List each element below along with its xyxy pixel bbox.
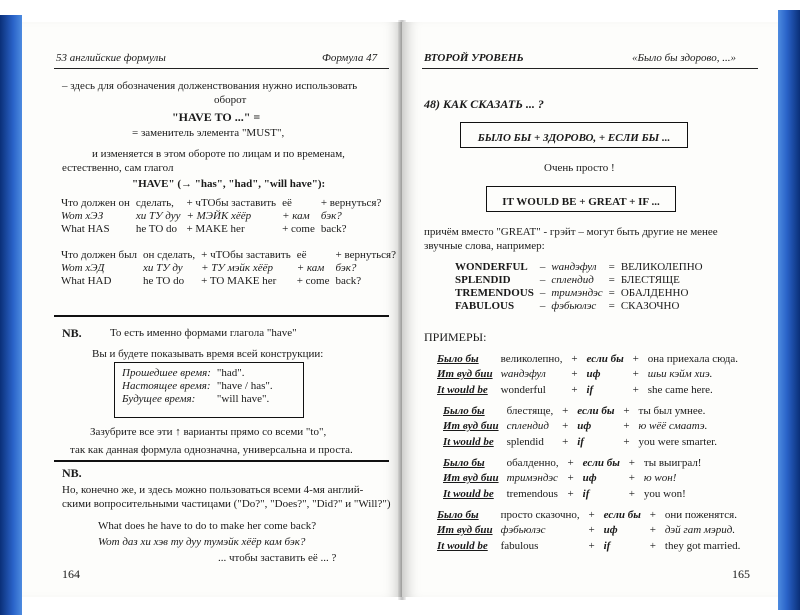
cell: фэбьюлэс bbox=[551, 299, 597, 312]
cell: "will have". bbox=[216, 392, 270, 405]
cell: они поженятся. bbox=[664, 508, 737, 521]
cell: wonderful bbox=[500, 383, 546, 396]
must-substitute: = заменитель элемента "MUST", bbox=[132, 127, 285, 139]
cell: Ит вуд бии bbox=[443, 420, 499, 433]
cell: сплендид bbox=[506, 420, 549, 433]
changes-line-1: и изменяется в этом обороте по лицам и по временам, bbox=[92, 148, 345, 160]
formula-box-english bbox=[486, 186, 676, 212]
table-row bbox=[452, 299, 706, 312]
right-header-level: ВТОРОЙ УРОВЕНЬ bbox=[424, 52, 524, 64]
cell: + bbox=[649, 508, 656, 521]
right-header-rule bbox=[422, 68, 758, 69]
cell: + bbox=[588, 508, 595, 521]
instead-line-1: причём вместо "GREAT" - грэйт – могут быть другие не менее bbox=[424, 226, 718, 238]
table-row bbox=[58, 274, 399, 287]
right-header-title: «Было бы здорово, ...» bbox=[632, 52, 736, 64]
have-to-formula: "HAVE TO ..." = bbox=[172, 110, 261, 124]
examples-label: ПРИМЕРЫ: bbox=[424, 330, 487, 344]
nb-label-2: NB. bbox=[62, 466, 82, 480]
memorize-line-1: Зазубрите все эти ↑ варианты прямо со всеми "to", bbox=[90, 426, 327, 438]
cell: обалденно, bbox=[506, 456, 559, 469]
cell: + bbox=[623, 420, 630, 433]
cell: + bbox=[562, 404, 569, 417]
cell: + ТУ мэйк хёёр bbox=[201, 261, 273, 274]
cell: Прошедшее время: bbox=[122, 366, 211, 379]
cell: Было бы bbox=[437, 508, 479, 521]
table-row bbox=[58, 196, 384, 209]
cell: просто сказочно, bbox=[500, 508, 580, 521]
cell: Wom хЭЗ bbox=[61, 209, 104, 222]
cell: Wom хЭД bbox=[61, 261, 105, 274]
cell: он сделать, bbox=[142, 248, 196, 261]
table-row bbox=[434, 524, 743, 538]
nb1-line-2: Вы и будете показывать время всей конструкции: bbox=[92, 348, 324, 360]
intro-line-2: оборот bbox=[214, 94, 247, 106]
cell: Будущее время: bbox=[122, 392, 196, 405]
cell: + TO MAKE her bbox=[201, 274, 277, 287]
cell: БЛЕСТЯЩЕ bbox=[620, 273, 680, 286]
cell: "have / has". bbox=[216, 379, 273, 392]
cell: "had". bbox=[216, 366, 245, 379]
cell: Было бы bbox=[437, 352, 479, 365]
cell: + чТОбы заставить bbox=[201, 248, 291, 261]
cell: + bbox=[628, 472, 636, 485]
cell: It would be bbox=[443, 435, 494, 448]
cell: + bbox=[571, 352, 578, 365]
cell: = bbox=[608, 260, 615, 273]
changes-line-2: естественно, сам глагол bbox=[62, 162, 174, 174]
cell: ОБАЛДЕННО bbox=[620, 286, 689, 299]
cell: wандэфул bbox=[500, 368, 546, 381]
cell: + bbox=[571, 368, 578, 381]
example-group-3 bbox=[438, 454, 706, 503]
table-row bbox=[434, 383, 741, 397]
cell: если бы bbox=[582, 456, 620, 469]
table-row bbox=[58, 261, 399, 274]
had-example-block bbox=[58, 248, 399, 287]
example-group-4 bbox=[432, 506, 745, 555]
cell: back? bbox=[320, 222, 347, 235]
cell: – bbox=[539, 286, 546, 299]
have-forms: "HAVE" (→ "has", "had", "will have"): bbox=[132, 178, 326, 190]
cell: тримэндэс bbox=[506, 472, 558, 485]
section-divider-2 bbox=[54, 460, 389, 462]
cell: + bbox=[628, 487, 636, 500]
cell: WONDERFUL bbox=[455, 260, 528, 273]
cell: What HAD bbox=[61, 274, 112, 287]
table-row bbox=[58, 248, 399, 261]
cell: you won! bbox=[643, 487, 686, 500]
cell: + МЭЙК хёёр bbox=[186, 209, 252, 222]
nb1-line-1: То есть именно формами глагола "have" bbox=[110, 327, 297, 339]
cell: + come bbox=[296, 274, 330, 287]
cell: + bbox=[628, 456, 636, 469]
cell: + MAKE her bbox=[186, 222, 245, 235]
cell: + bbox=[562, 435, 569, 448]
cell: + bbox=[632, 352, 639, 365]
right-page bbox=[402, 22, 778, 597]
cell: + вернуться? bbox=[335, 248, 396, 261]
memorize-line-2: так как данная формула однозначна, универсальна и проста. bbox=[70, 444, 353, 456]
cell: если бы bbox=[603, 508, 641, 521]
cell: она приехала сюда. bbox=[647, 352, 739, 365]
cell: + кам bbox=[296, 261, 325, 274]
cell: + bbox=[649, 524, 656, 537]
table-row bbox=[440, 472, 704, 486]
question-translation: ... чтобы заставить её ... ? bbox=[218, 552, 337, 564]
cell: – bbox=[539, 273, 546, 286]
formula-box-russian bbox=[460, 122, 688, 148]
book-cover-right bbox=[778, 10, 800, 610]
formula-english-text: IT WOULD BE + GREAT + IF ... bbox=[502, 196, 660, 208]
cell: – bbox=[539, 299, 546, 312]
cell: TREMENDOUS bbox=[455, 286, 534, 299]
cell: + bbox=[649, 539, 656, 552]
left-header-formula: Формула 47 bbox=[322, 52, 378, 64]
section-title: 48) КАК СКАЗАТЬ ... ? bbox=[424, 97, 544, 111]
cell: Ит вуд бии bbox=[437, 524, 493, 537]
cell: he TO do bbox=[135, 222, 178, 235]
cell: фэбьюлэс bbox=[500, 524, 546, 537]
cell: tremendous bbox=[506, 487, 558, 500]
book-cover-left bbox=[0, 15, 22, 615]
table-row bbox=[452, 260, 706, 273]
table-row bbox=[434, 368, 741, 382]
very-simple: Очень просто ! bbox=[544, 162, 615, 174]
table-row bbox=[452, 273, 706, 286]
cell: Что должен был bbox=[61, 248, 137, 261]
cell: ю wон! bbox=[643, 472, 677, 485]
cell: её bbox=[282, 196, 292, 209]
table-row bbox=[58, 222, 384, 235]
cell: Что должен он bbox=[61, 196, 130, 209]
table-row bbox=[440, 456, 704, 470]
intro-line-1: – здесь для обозначения долженствования нужно использовать bbox=[62, 80, 358, 92]
cell: What HAS bbox=[61, 222, 110, 235]
cell: + bbox=[567, 487, 574, 500]
cell: бэк? bbox=[335, 261, 357, 274]
cell: Настоящее время: bbox=[122, 379, 211, 392]
cell: сплендид bbox=[551, 273, 594, 286]
have-example-block bbox=[58, 196, 384, 235]
cell: ты был умнее. bbox=[638, 404, 706, 417]
cell: СКАЗОЧНО bbox=[620, 299, 680, 312]
nb2-line-1: Но, конечно же, и здесь можно пользоваться всеми 4-мя англий- bbox=[62, 484, 364, 496]
table-row bbox=[58, 209, 384, 222]
cell: It would be bbox=[437, 539, 488, 552]
cell: ВЕЛИКОЛЕПНО bbox=[620, 260, 703, 273]
cell: splendid bbox=[506, 435, 544, 448]
section-divider bbox=[54, 315, 389, 317]
cell: back? bbox=[335, 274, 362, 287]
question-english: What does he have to do to make her come back? bbox=[98, 520, 317, 532]
cell: иф bbox=[603, 524, 618, 537]
table-row bbox=[119, 366, 276, 379]
cell: + кам bbox=[282, 209, 310, 222]
cell: It would be bbox=[437, 383, 488, 396]
nb-label-1: NB. bbox=[62, 326, 82, 340]
cell: = bbox=[608, 286, 615, 299]
cell: + чТОбы заставить bbox=[186, 196, 277, 209]
example-group-2 bbox=[438, 402, 722, 451]
cell: she came here. bbox=[647, 383, 713, 396]
page-number-left: 164 bbox=[62, 567, 80, 581]
table-row bbox=[119, 379, 276, 392]
table-row bbox=[434, 508, 743, 522]
cell: It would be bbox=[443, 487, 494, 500]
cell: + bbox=[623, 404, 630, 417]
cell: тримэндэс bbox=[551, 286, 603, 299]
cell: + вернуться? bbox=[320, 196, 382, 209]
cell: + bbox=[632, 368, 639, 381]
cell: fabulous bbox=[500, 539, 539, 552]
cell: Было бы bbox=[443, 404, 485, 417]
example-group-1 bbox=[432, 350, 743, 399]
cell: Ит вуд бии bbox=[437, 368, 493, 381]
table-row bbox=[452, 286, 706, 299]
cell: SPLENDID bbox=[455, 273, 511, 286]
cell: хи ТУ ду bbox=[142, 261, 183, 274]
table-row bbox=[434, 539, 743, 553]
cell: + come bbox=[282, 222, 315, 235]
question-transcription: Wom даз хи хэв ту дуу тумэйк хёёр кам бэк? bbox=[98, 536, 306, 548]
table-row bbox=[440, 420, 720, 434]
cell: если бы bbox=[577, 404, 615, 417]
cell: + bbox=[588, 539, 595, 552]
cell: if bbox=[582, 487, 590, 500]
cell: = bbox=[608, 299, 615, 312]
cell: её bbox=[296, 248, 307, 261]
left-page bbox=[22, 22, 402, 597]
cell: Ит вуд бии bbox=[443, 472, 499, 485]
cell: if bbox=[577, 435, 584, 448]
page-number-right: 165 bbox=[732, 567, 750, 581]
cell: he TO do bbox=[142, 274, 185, 287]
cell: = bbox=[608, 273, 615, 286]
nb2-line-2: скими вопросительными частицами ("Do?", "Does?", "Did?" и "Will?") bbox=[62, 498, 391, 510]
cell: сделать, bbox=[135, 196, 174, 209]
cell: + bbox=[588, 524, 595, 537]
cell: блестяще, bbox=[506, 404, 554, 417]
cell: – bbox=[539, 260, 546, 273]
cell: wандэфул bbox=[551, 260, 597, 273]
cell: + bbox=[571, 383, 578, 396]
tense-box bbox=[114, 362, 304, 418]
cell: хи ТУ дуу bbox=[135, 209, 181, 222]
cell: дэй гат мэрид. bbox=[664, 524, 736, 537]
cell: бэк? bbox=[320, 209, 342, 222]
cell: великолепно, bbox=[500, 352, 563, 365]
cell: + bbox=[632, 383, 639, 396]
cell: + bbox=[567, 456, 574, 469]
cell: FABULOUS bbox=[455, 299, 515, 312]
instead-line-2: звучные слова, например: bbox=[424, 240, 545, 252]
cell: if bbox=[603, 539, 611, 552]
table-row bbox=[440, 404, 720, 418]
table-row bbox=[440, 487, 704, 501]
table-row bbox=[119, 392, 276, 405]
left-header-rule bbox=[54, 68, 389, 69]
cell: + bbox=[562, 420, 569, 433]
cell: Было бы bbox=[443, 456, 485, 469]
cell: иф bbox=[582, 472, 597, 485]
synonym-list bbox=[452, 260, 706, 312]
cell: if bbox=[586, 383, 594, 396]
cell: иф bbox=[577, 420, 592, 433]
cell: they got married. bbox=[664, 539, 741, 552]
cell: ю wёё смаатэ. bbox=[638, 420, 708, 433]
cell: ты выиграл! bbox=[643, 456, 702, 469]
table-row bbox=[440, 435, 720, 449]
formula-russian-text: БЫЛО БЫ + ЗДОРОВО, + ЕСЛИ БЫ ... bbox=[477, 132, 671, 144]
cell: иф bbox=[586, 368, 601, 381]
cell: you were smarter. bbox=[638, 435, 718, 448]
left-header-title: 53 английские формулы bbox=[56, 52, 166, 64]
cell: если бы bbox=[586, 352, 624, 365]
cell: шьи кэйм хиэ. bbox=[647, 368, 713, 381]
cell: + bbox=[567, 472, 574, 485]
cell: + bbox=[623, 435, 630, 448]
table-row bbox=[434, 352, 741, 366]
